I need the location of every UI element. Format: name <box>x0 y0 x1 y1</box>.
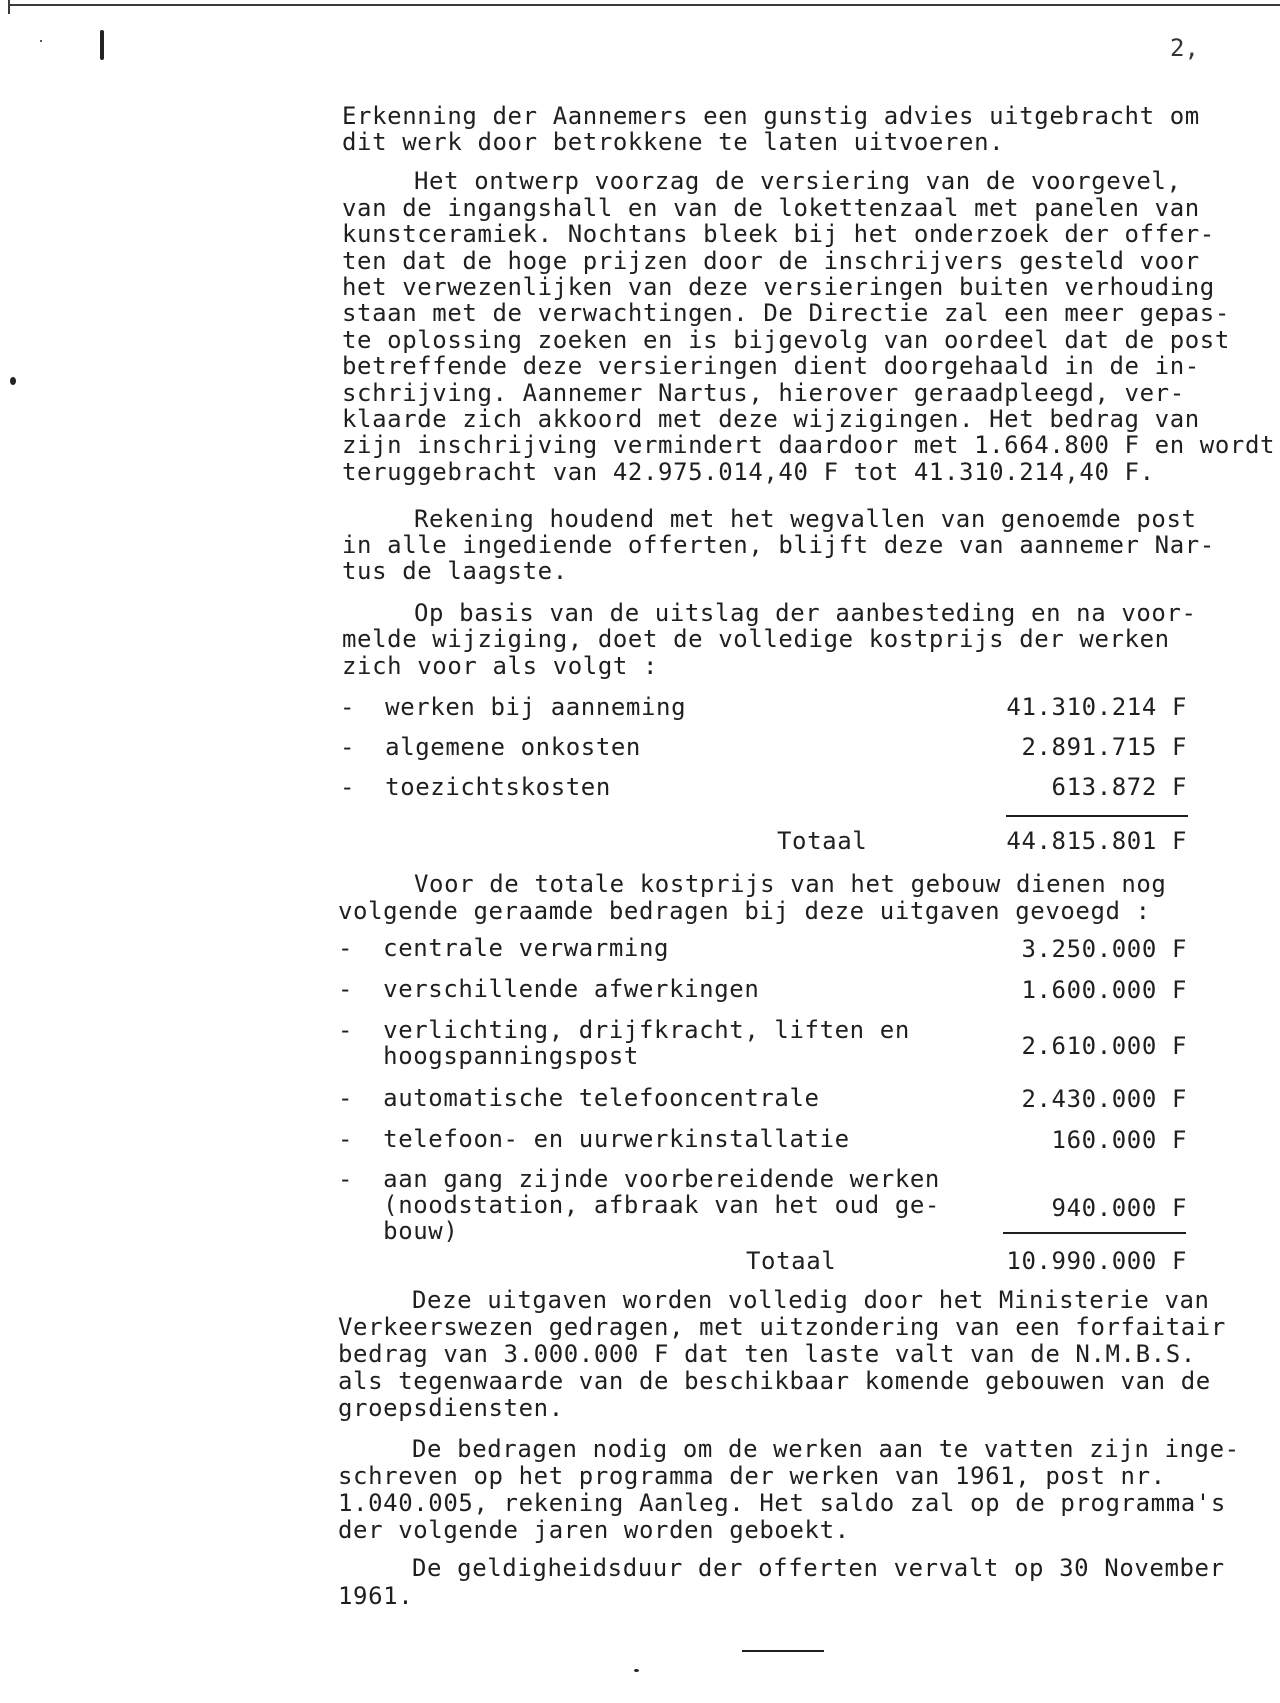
cost-item-amount: 41.310.214 F <box>1006 693 1187 721</box>
end-of-document-rule <box>742 1650 824 1652</box>
text-line: kunstceramiek. Nochtans bleek bij het onderzoek der offer- <box>342 220 1215 248</box>
text-line: als tegenwaarde van de beschikbaar komende gebouwen van de <box>338 1367 1211 1395</box>
text-line: Deze uitgaven worden volledig door het Ministerie van <box>412 1286 1210 1314</box>
text-line: in alle ingediende offerten, blijft deze van aannemer Nar- <box>342 531 1215 559</box>
sum-line <box>1003 1232 1186 1234</box>
total-amount: 44.815.801 F <box>1006 827 1187 855</box>
cost-item-label: - werken bij aanneming <box>340 693 687 721</box>
page-top-edge <box>8 4 1280 6</box>
cost-item-amount: 2.610.000 F <box>1021 1032 1187 1060</box>
text-line: groepsdiensten. <box>338 1394 564 1422</box>
text-line: dit werk door betrokkene te laten uitvoeren. <box>342 128 1005 156</box>
cost-item-label: - verschillende afwerkingen <box>338 975 760 1003</box>
cost-item-label: - verlichting, drijfkracht, liften en hoogspanningspost <box>338 1016 910 1070</box>
text-line: Op basis van de uitslag der aanbesteding en na voor- <box>414 599 1197 627</box>
text-line: teruggebracht van 42.975.014,40 F tot 41.310.214,40 F. <box>342 458 1155 486</box>
cost-item-label: - centrale verwarming <box>338 934 670 962</box>
text-line: ten dat de hoge prijzen door de inschrijvers gesteld voor <box>342 247 1200 275</box>
text-line: melde wijziging, doet de volledige kostprijs der werken <box>342 625 1170 653</box>
text-line: te oplossing zoeken en is bijgevolg van oordeel dat de post <box>342 326 1230 354</box>
text-line: Erkenning der Aannemers een gunstig advies uitgebracht om <box>342 102 1200 130</box>
text-line: volgende geraamde bedragen bij deze uitgaven gevoegd : <box>338 897 1151 925</box>
cost-item-amount: 940.000 F <box>1051 1194 1187 1222</box>
cost-item-amount: 2.430.000 F <box>1021 1085 1187 1113</box>
page-number: 2, <box>1170 34 1199 62</box>
cost-item-label: - automatische telefooncentrale <box>338 1084 820 1112</box>
text-line: schreven op het programma der werken van 1961, post nr. <box>338 1462 1166 1490</box>
scan-speck <box>10 377 16 385</box>
text-line: Verkeerswezen gedragen, met uitzondering van een forfaitair <box>338 1313 1226 1341</box>
text-line: bedrag van 3.000.000 F dat ten laste valt van de N.M.B.S. <box>338 1340 1196 1368</box>
text-line: tus de laagste. <box>342 557 568 585</box>
sum-line <box>1006 815 1188 817</box>
cost-item-amount: 160.000 F <box>1051 1126 1187 1154</box>
text-line: zich voor als volgt : <box>342 652 659 680</box>
text-line: zijn inschrijving vermindert daardoor met 1.664.800 F en wordt <box>342 431 1276 459</box>
total-amount: 10.990.000 F <box>1006 1247 1187 1275</box>
cost-item-label: - toezichtskosten <box>340 773 611 801</box>
scan-speck <box>100 30 104 60</box>
text-line: van de ingangshall en van de lokettenzaal met panelen van <box>342 194 1200 222</box>
text-line: De bedragen nodig om de werken aan te vatten zijn inge- <box>412 1435 1240 1463</box>
cost-item-amount: 3.250.000 F <box>1021 935 1187 963</box>
cost-item-amount: 2.891.715 F <box>1021 733 1187 761</box>
text-line: Voor de totale kostprijs van het gebouw dienen nog <box>414 870 1167 898</box>
cost-item-amount: 1.600.000 F <box>1021 976 1187 1004</box>
text-line: staan met de verwachtingen. De Directie zal een meer gepas- <box>342 299 1230 327</box>
text-line: Rekening houdend met het wegvallen van genoemde post <box>414 505 1197 533</box>
cost-item-label: - aan gang zijnde voorbereidende werken (noodstation, afbraak van het oud ge- bouw) <box>338 1165 940 1245</box>
text-line: het verwezenlijken van deze versieringen buiten verhouding <box>342 273 1215 301</box>
cost-item-label: - algemene onkosten <box>340 733 641 761</box>
page-left-edge <box>8 0 10 14</box>
scan-speck <box>40 40 42 42</box>
text-line: De geldigheidsduur der offerten vervalt op 30 November <box>412 1554 1225 1582</box>
text-line: 1961. <box>338 1582 414 1610</box>
text-line: der volgende jaren worden geboekt. <box>338 1516 850 1544</box>
text-line: betreffende deze versieringen dient doorgehaald in de in- <box>342 352 1200 380</box>
text-line: schrijving. Aannemer Nartus, hierover geraadpleegd, ver- <box>342 379 1185 407</box>
scan-speck <box>634 1669 639 1672</box>
cost-item-label: - telefoon- en uurwerkinstallatie <box>338 1125 850 1153</box>
total-label: Totaal <box>777 827 868 855</box>
cost-item-amount: 613.872 F <box>1051 773 1187 801</box>
text-line: klaarde zich akkoord met deze wijzigingen. Het bedrag van <box>342 405 1200 433</box>
text-line: 1.040.005, rekening Aanleg. Het saldo zal op de programma's <box>338 1489 1226 1517</box>
text-line: Het ontwerp voorzag de versiering van de voorgevel, <box>414 167 1182 195</box>
total-label: Totaal <box>746 1247 837 1275</box>
